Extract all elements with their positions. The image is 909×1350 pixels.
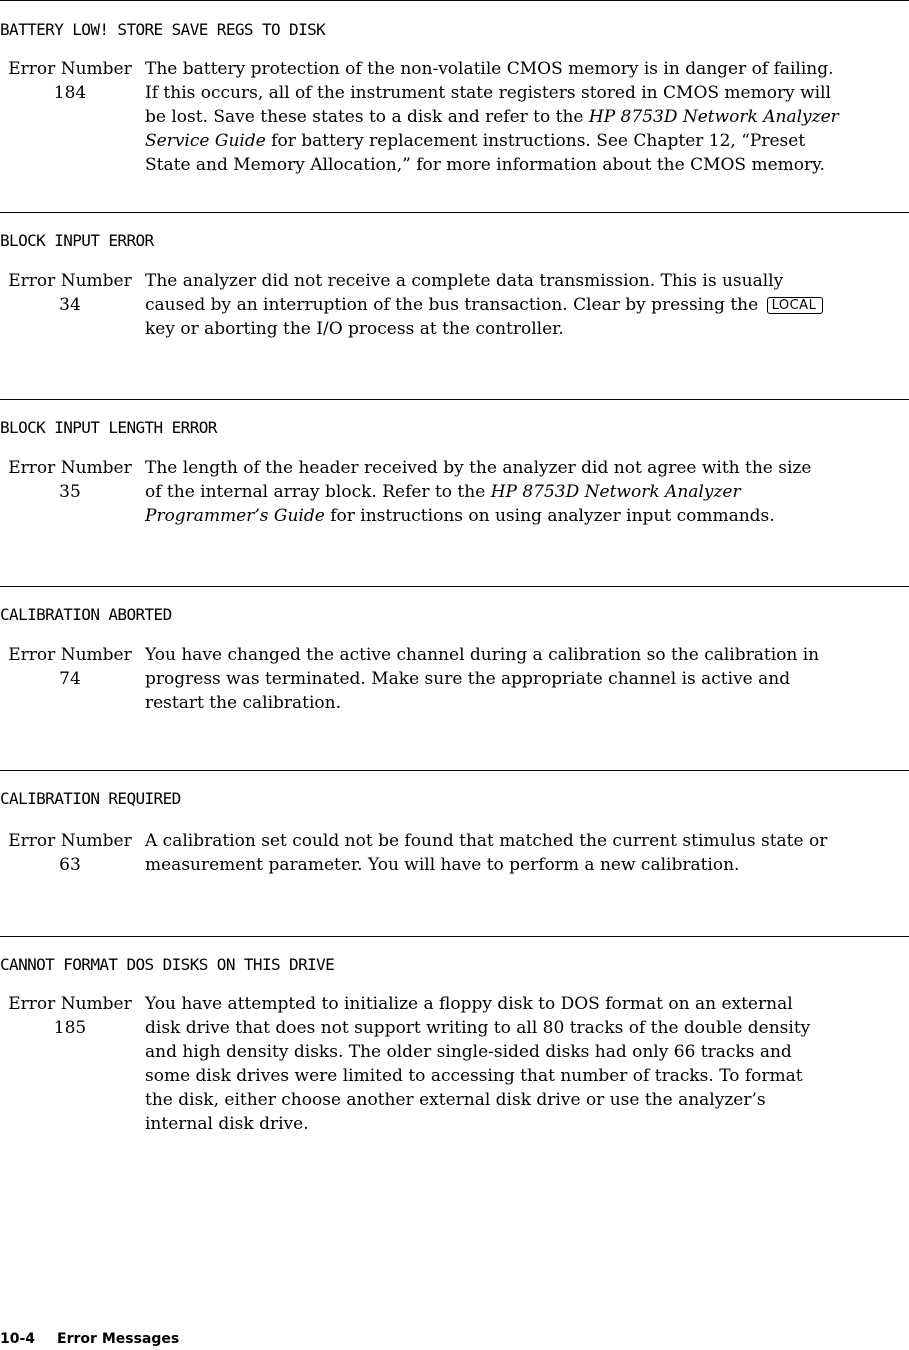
- page-footer: [0, 1330, 179, 1348]
- error-number-value: 74: [59, 669, 81, 689]
- description-line: some disk drives were limited to accessing that number of tracks. To format: [145, 1066, 803, 1086]
- error-number-caption: Error Number: [8, 831, 132, 851]
- description-line: A calibration set could not be found that matched the current stimulus state or: [145, 831, 828, 851]
- error-description: [145, 456, 905, 528]
- error-description: [145, 829, 905, 877]
- description-line: the disk, either choose another external disk drive or use the analyzer’s: [145, 1090, 766, 1110]
- error-number-label: [0, 269, 140, 317]
- section-divider: [0, 212, 909, 213]
- error-number-caption: Error Number: [8, 271, 132, 291]
- description-line: State and Memory Allocation,” for more information about the CMOS memory.: [145, 155, 825, 175]
- error-title: BATTERY LOW! STORE SAVE REGS TO DISK: [0, 20, 326, 39]
- error-number-label: [0, 456, 140, 504]
- error-number-caption: Error Number: [8, 994, 132, 1014]
- error-description: [145, 269, 905, 341]
- error-number-value: 63: [59, 855, 81, 875]
- section-divider: [0, 770, 909, 771]
- description-line: The battery protection of the non-volatile CMOS memory is in danger of failing.: [145, 59, 834, 79]
- section-divider: [0, 586, 909, 587]
- description-line: You have attempted to initialize a floppy disk to DOS format on an external: [145, 994, 793, 1014]
- page-number: 10-4: [0, 1331, 36, 1347]
- description-line: restart the calibration.: [145, 693, 342, 713]
- description-line: [145, 480, 905, 504]
- error-number-caption: Error Number: [8, 458, 132, 478]
- description-text: caused by an interruption of the bus transaction. Clear by pressing the: [145, 295, 759, 315]
- error-description: [145, 992, 905, 1136]
- description-line: disk drive that does not support writing to all 80 tracks of the double density: [145, 1018, 811, 1038]
- manual-title: HP 8753D Network Analyzer: [490, 482, 741, 502]
- description-line: internal disk drive.: [145, 1114, 309, 1134]
- error-description: [145, 57, 905, 177]
- local-key: LOCAL: [767, 297, 824, 314]
- error-title: CANNOT FORMAT DOS DISKS ON THIS DRIVE: [0, 955, 335, 974]
- error-title: BLOCK INPUT ERROR: [0, 231, 154, 250]
- description-line: [145, 504, 905, 528]
- chapter-title: Error Messages: [57, 1331, 180, 1347]
- manual-title: Service Guide: [145, 131, 266, 151]
- description-line: key or aborting the I/O process at the controller.: [145, 319, 564, 339]
- description-line: [145, 293, 905, 317]
- description-line: measurement parameter. You will have to perform a new calibration.: [145, 855, 740, 875]
- description-text: for instructions on using analyzer input commands.: [324, 506, 775, 526]
- error-title: CALIBRATION ABORTED: [0, 605, 172, 624]
- error-number-value: 185: [53, 1018, 87, 1038]
- description-text: of the internal array block. Refer to the: [145, 482, 491, 502]
- description-line: You have changed the active channel during a calibration so the calibration in: [145, 645, 820, 665]
- description-text: for battery replacement instructions. See Chapter 12, “Preset: [265, 131, 806, 151]
- description-text: be lost. Save these states to a disk and refer to the: [145, 107, 589, 127]
- description-line: [145, 105, 905, 129]
- error-number-label: [0, 829, 140, 877]
- description-line: The analyzer did not receive a complete data transmission. This is usually: [145, 271, 784, 291]
- error-title: CALIBRATION REQUIRED: [0, 789, 181, 808]
- error-number-value: 34: [59, 295, 81, 315]
- error-number-value: 184: [53, 83, 87, 103]
- error-number-label: [0, 992, 140, 1040]
- error-description: [145, 643, 905, 715]
- error-title: BLOCK INPUT LENGTH ERROR: [0, 418, 217, 437]
- section-divider: [0, 936, 909, 937]
- manual-title: Programmer’s Guide: [145, 506, 325, 526]
- error-number-label: [0, 643, 140, 691]
- description-line: and high density disks. The older single-sided disks had only 66 tracks and: [145, 1042, 792, 1062]
- error-number-caption: Error Number: [8, 645, 132, 665]
- error-number-caption: Error Number: [8, 59, 132, 79]
- description-line: If this occurs, all of the instrument state registers stored in CMOS memory will: [145, 83, 831, 103]
- manual-title: HP 8753D Network Analyzer: [588, 107, 839, 127]
- error-number-value: 35: [59, 482, 81, 502]
- section-divider: [0, 399, 909, 400]
- error-number-label: [0, 57, 140, 105]
- description-line: [145, 129, 905, 153]
- description-line: The length of the header received by the analyzer did not agree with the size: [145, 458, 812, 478]
- description-line: progress was terminated. Make sure the appropriate channel is active and: [145, 669, 791, 689]
- section-divider: [0, 0, 909, 1]
